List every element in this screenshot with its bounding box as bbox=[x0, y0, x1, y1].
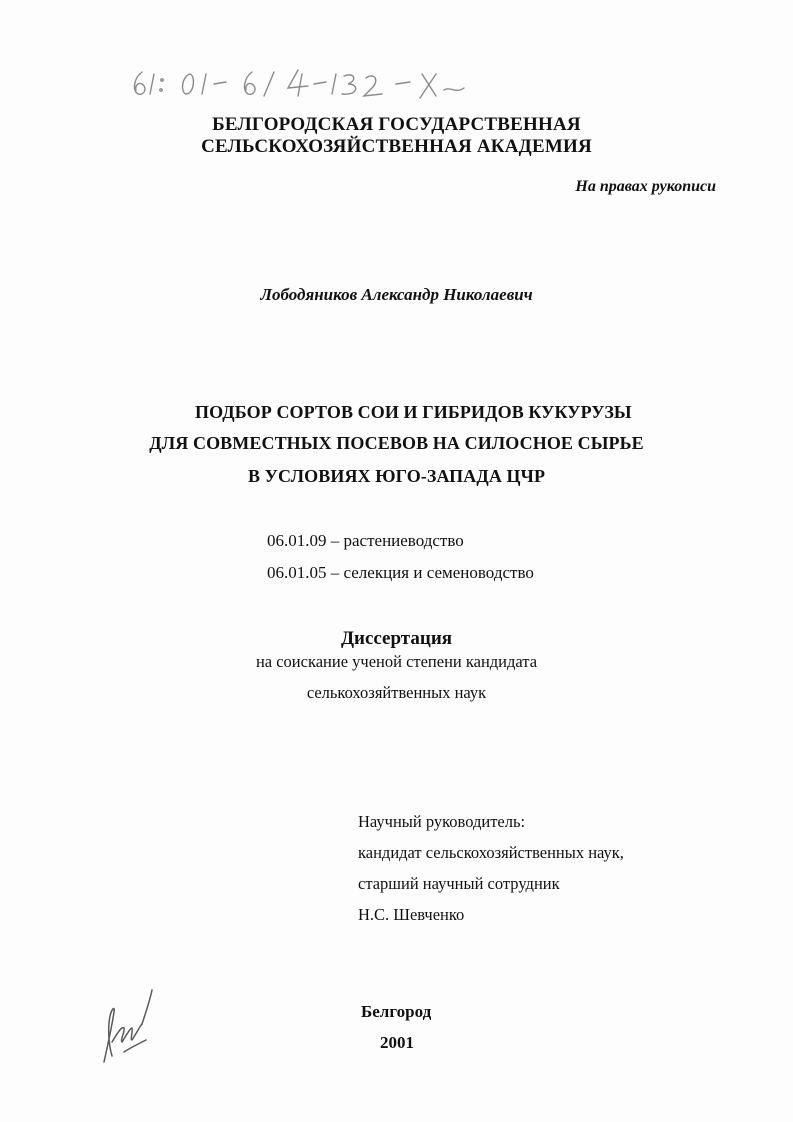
supervisor-label: Научный руководитель: bbox=[358, 812, 526, 831]
title-line3: В УСЛОВИЯХ ЮГО-ЗАПАДА ЦЧР bbox=[247, 466, 546, 486]
supervisor-position: старший научный сотрудник bbox=[358, 874, 560, 893]
title-line2: ДЛЯ СОВМЕСТНЫХ ПОСЕВОВ НА СИЛОСНОЕ СЫРЬЕ bbox=[149, 433, 644, 453]
city: Белгород bbox=[361, 1002, 432, 1021]
specialty-code-2: 06.01.05 – селекция и семеноводство bbox=[267, 563, 534, 582]
degree-line2: селькохозяйтвенных наук bbox=[306, 683, 487, 702]
document-type-heading: Диссертация bbox=[340, 628, 453, 649]
year: 2001 bbox=[380, 1033, 414, 1052]
supervisor-degree: кандидат сельскохозяйственных наук, bbox=[358, 843, 624, 862]
title-line1: ПОДБОР СОРТОВ СОИ И ГИБРИДОВ КУКУРУЗЫ bbox=[195, 402, 632, 422]
institution-name-line1: БЕЛГОРОДСКАЯ ГОСУДАРСТВЕННАЯ bbox=[212, 114, 581, 135]
supervisor-name: Н.С. Шевченко bbox=[358, 905, 465, 924]
specialty-code-1: 06.01.09 – растениеводство bbox=[267, 531, 464, 550]
institution-name-line2: СЕЛЬСКОХОЗЯЙСТВЕННАЯ АКАДЕМИЯ bbox=[201, 136, 592, 157]
degree-line1: на соискание ученой степени кандидата bbox=[255, 652, 538, 671]
author-name: Лободяников Александр Николаевич bbox=[260, 285, 533, 304]
rights-note: На правах рукописи bbox=[575, 178, 716, 195]
handwritten-archive-note bbox=[128, 60, 478, 110]
handwritten-signature bbox=[94, 982, 164, 1072]
